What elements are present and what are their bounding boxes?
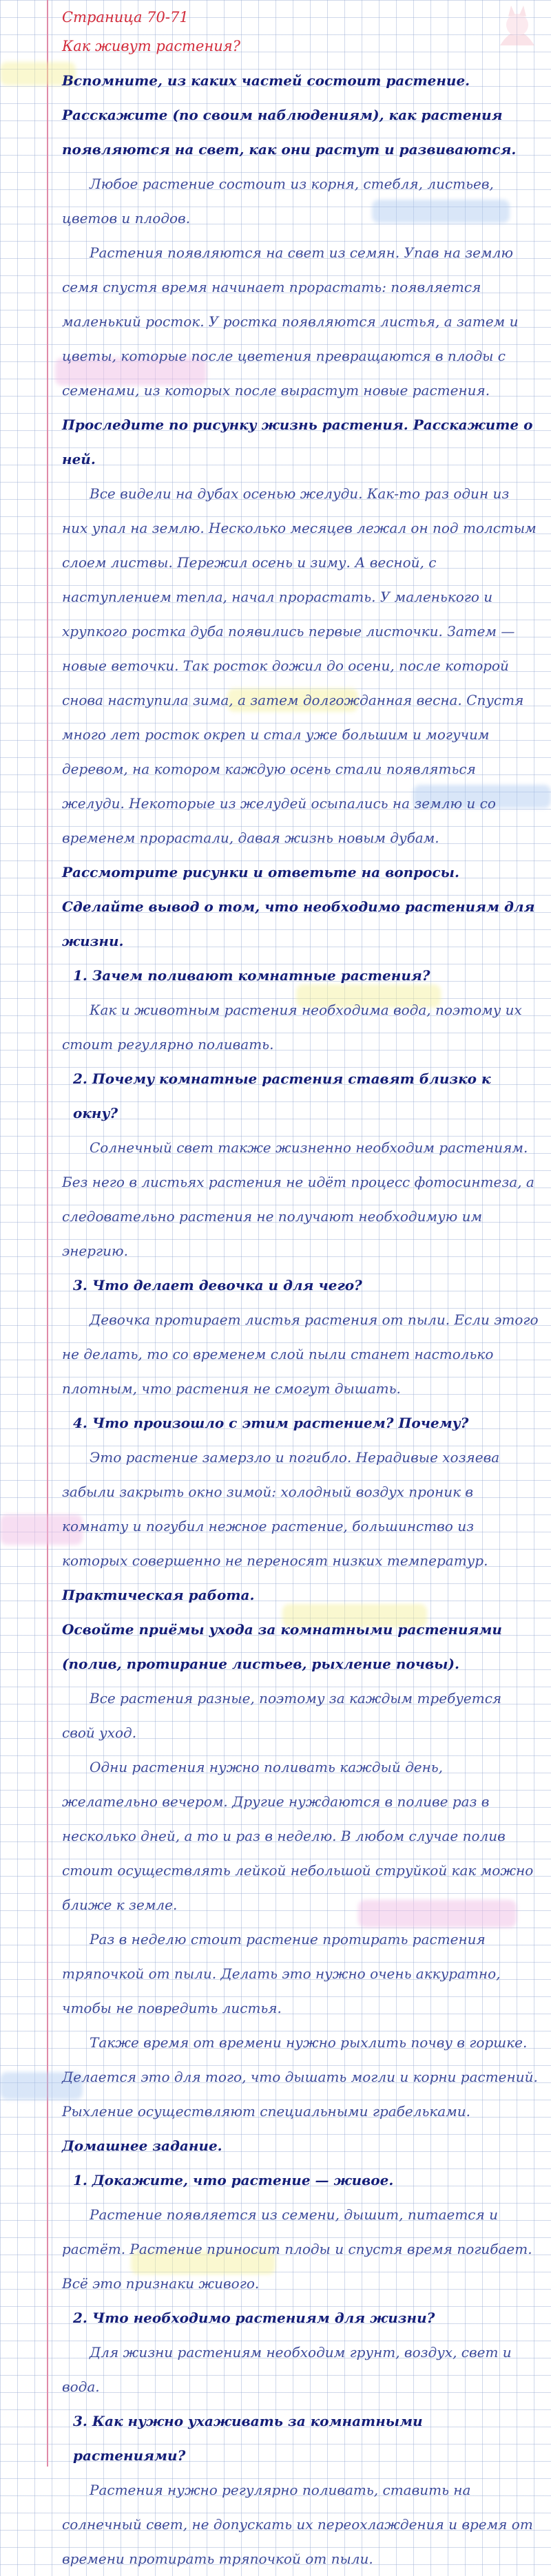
content-list: [62, 63, 539, 2576]
answer-paragraph: Раз в неделю стоит растение протирать растения тряпочкой от пыли. Делать это нужно очень аккуратно, чтобы не повредить листья.: [62, 1931, 501, 2016]
answer-paragraph: Солнечный свет также жизненно необходим растениям. Без него в листьях растения не идёт процесс фотосинтеза, а следовательно растения не получают необходимую им энергию.: [62, 1139, 534, 1259]
task-question: Вспомните, из каких частей состоит растение. Расскажите (по своим наблюдениям), как растения появляются на свет, как они растут и развиваются.: [62, 72, 517, 158]
answer-paragraph: Также время от времени нужно рыхлить почву в горшке. Делается это для того, что дышать могли и корни растений. Рыхление осуществляют специальными грабельками.: [62, 2034, 538, 2120]
answer-paragraph: Как и животным растения необходима вода, поэтому их стоит регулярно поливать.: [62, 1002, 522, 1053]
answer-paragraph: Растение появляется из семени, дышит, питается и растёт. Растение приносит плоды и спустя время погибает. Всё это признаки живого.: [62, 2206, 532, 2292]
sub-question: 3. Что делает девочка и для чего?: [73, 1277, 362, 1294]
answer-paragraph: Это растение замерзло и погибло. Нерадивые хозяева забыли закрыть окно зимой: холодный воздух проник в комнату и погубил нежное растение, большинство из которых совершенно не переносят низких температур.: [62, 1449, 500, 1569]
sub-question: 1. Зачем поливают комнатные растения?: [73, 967, 430, 984]
homework-page: [62, 0, 539, 2576]
answer-paragraph: Одни растения нужно поливать каждый день, желательно вечером. Другие нуждаются в поливе раз в несколько дней, а то и раз в неделю. В любом случае полив стоит осуществлять лейкой небольшой струйкой как можно ближе к земле.: [62, 1759, 534, 1913]
answer-paragraph: Любое растение состоит из корня, стебля, листьев, цветов и плодов.: [62, 176, 494, 226]
sub-question: 2. Что необходимо растениям для жизни?: [73, 2310, 435, 2326]
task-question: Проследите по рисунку жизнь растения. Расскажите о ней.: [62, 416, 533, 467]
answer-paragraph: Растения нужно регулярно поливать, ставить на солнечный свет, не допускать их переохлаждения и время от времени протирать тряпочкой от пыли.: [62, 2482, 533, 2567]
sub-question: 2. Почему комнатные растения ставят близко к окну?: [73, 1070, 491, 1121]
sub-question: 3. Как нужно ухаживать за комнатными растениями?: [73, 2413, 423, 2464]
answer-paragraph: Все видели на дубах осенью желуди. Как-то раз один из них упал на землю. Несколько месяцев лежал он под толстым слоем листвы. Пережил осень и зиму. А весной, с наступлением тепла, начал прорастать. У маленького и хрупкого ростка дуба появились первые листочки. Затем — новые веточки. Так росток дожил до осени, после которой снова наступила зима, а затем долгожданная весна. Спустя много лет росток окреп и стал уже большим и могучим деревом, на котором каждую осень стали появляться желуди. Некоторые из желудей осыпались на землю и со временем прорастали, давая жизнь новым дубам.: [62, 485, 537, 846]
page-label: Страница 70-71: [62, 9, 189, 25]
answer-paragraph: Девочка протирает листья растения от пыли. Если этого не делать, то со временем слой пыли станет настолько плотным, что растения не смогут дышать.: [62, 1311, 539, 1397]
sub-question: 4. Что произошло с этим растением? Почему?: [73, 1415, 469, 1431]
answer-paragraph: Все растения разные, поэтому за каждым требуется свой уход.: [62, 1690, 502, 1741]
sub-question: 1. Докажите, что растение — живое.: [73, 2172, 394, 2188]
task-question: Освойте приёмы ухода за комнатными растениями (полив, протирание листьев, рыхление почвы).: [62, 1621, 502, 1672]
task-question: Домашнее задание.: [62, 2137, 222, 2154]
task-question: Рассмотрите рисунки и ответьте на вопросы. Сделайте вывод о том, что необходимо растениям для жизни.: [62, 864, 535, 949]
task-question: Практическая работа.: [62, 1587, 255, 1603]
answer-paragraph: Для жизни растениям необходим грунт, воздух, свет и вода.: [62, 2344, 512, 2395]
answer-paragraph: Растения появляются на свет из семян. Упав на землю семя спустя время начинает прорастать: появляется маленький росток. У ростка появляются листья, а затем и цветы, которые после цветения превращаются в плоды с семенами, из которых после вырастут новые растения.: [62, 244, 519, 399]
topic-title: Как живут растения?: [62, 38, 240, 54]
